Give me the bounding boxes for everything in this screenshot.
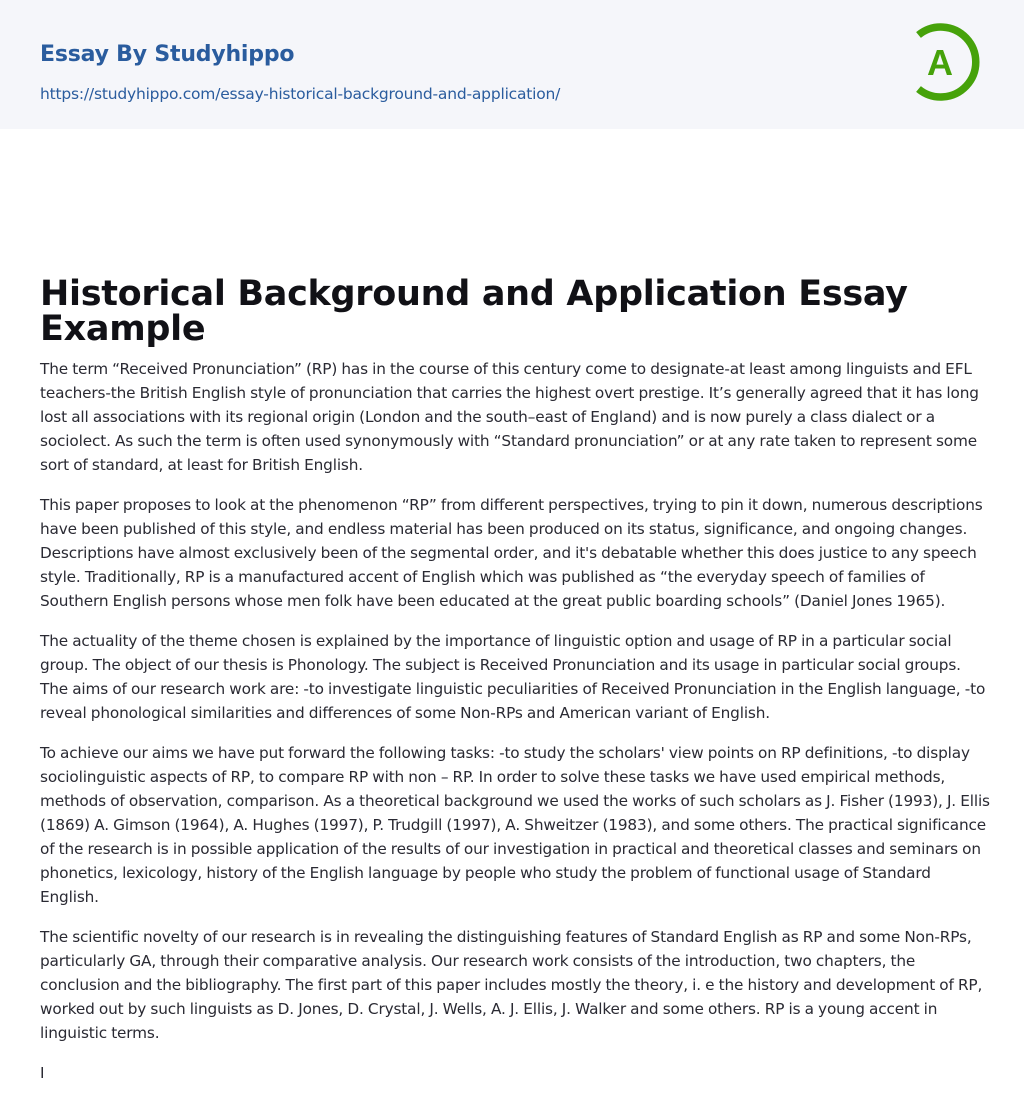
page-title: Historical Background and Application Essay Example [40,274,908,349]
article-paragraph: The actuality of the theme chosen is explained by the importance of linguistic option and usage of RP in a particular social group. The object of our thesis is Phonology. The subject is Received Pronunciation and its usage in particular social groups. The aims of our research work are: -to investigate linguistic peculiarities of Received Pronunciation in the English language, -to reveal phonological similarities and differences of some Non-RPs and American variant of English. [40,632,986,722]
svg-text:A: A [927,42,953,83]
site-brand-title: Essay By Studyhippo [40,42,295,67]
article-paragraph: This paper proposes to look at the phenomenon “RP” from different perspectives, trying to pin it down, numerous descriptions have been published of this style, and endless material has been produced on its status, significance, and ongoing changes. Descriptions have almost exclusively been of the segmental order, and it's debatable whether this does justice to any speech style. Traditionally, RP is a manufactured accent of English which was published as “the everyday speech of families of Southern English persons whose men folk have been educated at the great public boarding schools” (Daniel Jones 1965). [40,496,983,610]
article [0,129,1024,1082]
studyhippo-a-logo-icon[interactable] [908,18,988,106]
article-paragraph: The term “Received Pronunciation” (RP) has in the course of this century come to designate-at least among linguists and EFL teachers-the British English style of pronunciation that carries the highest overt prestige. It’s generally agreed that it has long lost all associations with its regional origin (London and the south–east of England) and is now purely a class dialect or a sociolect. As such the term is often used synonymously with “Standard pronunciation” or at any rate taken to represent some sort of standard, at least for British English. [40,360,979,474]
article-body [40,357,990,1101]
article-paragraph: To achieve our aims we have put forward the following tasks: -to study the scholars' view points on RP definitions, -to display sociolinguistic aspects of RP, to compare RP with non – RP. In order to solve these tasks we have used empirical methods, methods of observation, comparison. As a theoretical background we used the works of such scholars as J. Fisher (1993), J. Ellis (1869) A. Gimson (1964), A. Hughes (1997), P. Trudgill (1997), A. Shweitzer (1983), and some others. The practical significance of the research is in possible application of the results of our investigation in practical and theoretical classes and seminars on phonetics, lexicology, history of the English language by people who study the problem of functional usage of Standard English. [40,744,990,906]
article-paragraph: The scientific novelty of our research is in revealing the distinguishing features of Standard English as RP and some Non-RPs, particularly GA, through their comparative analysis. Our research work consists of the introduction, two chapters, the conclusion and the bibliography. The first part of this paper includes mostly the theory, i. e the history and development of RP, worked out by such linguists as D. Jones, D. Crystal, J. Wells, A. J. Ellis, J. Walker and some others. RP is a young accent in linguistic terms. [40,928,983,1042]
site-header [0,0,1024,129]
page-url-link[interactable]: https://studyhippo.com/essay-historical-background-and-application/ [40,85,561,103]
article-paragraph-truncated: I [40,1064,45,1082]
